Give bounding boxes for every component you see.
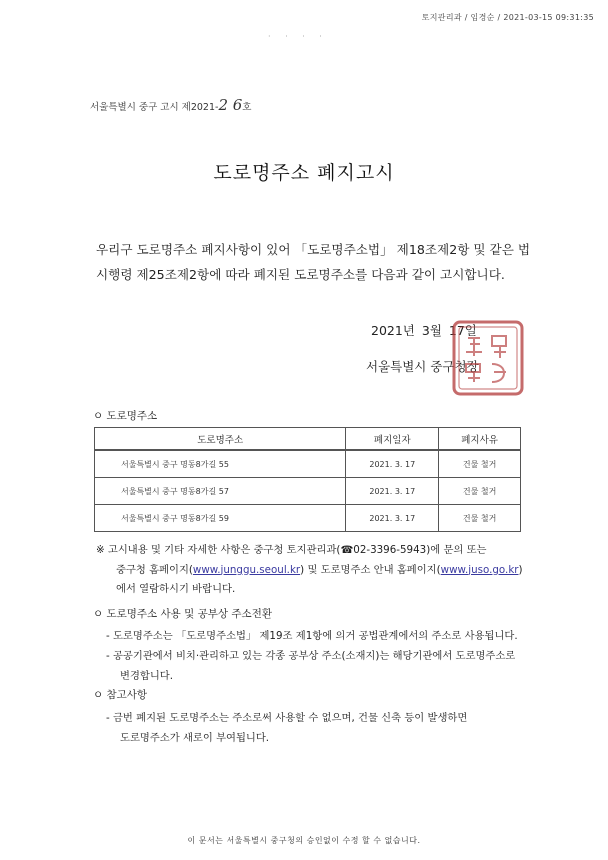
bullet-3-line-1: - 금번 폐지된 도로명주소는 주소로써 사용할 수 없으며, 건물 신축 등이 발생하면	[106, 712, 468, 724]
cell-abolish-date: 2021. 3. 17	[346, 450, 439, 478]
official-seal-icon	[448, 318, 528, 398]
column-header-abolish-reason: 폐지사유	[439, 428, 521, 451]
bullet-2-line-2: 변경합니다.	[120, 670, 174, 682]
note-line-2-suffix: )	[518, 563, 523, 576]
notice-number-handwritten: 2 6	[218, 96, 243, 114]
bullet-3-line-2: 도로명주소가 새로이 부여됩니다.	[120, 732, 270, 744]
junggu-homepage-link[interactable]: www.junggu.seoul.kr	[192, 563, 301, 576]
column-header-abolish-date: 폐지일자	[346, 428, 439, 451]
section-address-usage-heading: ㅇ 도로명주소 사용 및 공부상 주소전환	[93, 608, 272, 620]
cell-address: 서울특별시 중구 명동8가길 55	[95, 450, 346, 478]
cell-abolish-date: 2021. 3. 17	[346, 478, 439, 505]
table-row	[95, 478, 521, 505]
table-header-row	[95, 428, 521, 451]
inquiry-note	[96, 541, 536, 600]
intro-paragraph	[96, 237, 532, 287]
note-line-2	[96, 561, 536, 581]
notice-number-suffix: 호	[242, 102, 252, 113]
bullet-2-line-1: - 공공기관에서 비치·관리하고 있는 각종 공부상 주소(소재지)는 해당기관에서 도로명주소로	[106, 650, 516, 662]
issuing-agency: 서울특별시 중구청장	[366, 359, 479, 374]
note-line-2-mid: ) 및 도로명주소 안내 홈페이지(	[300, 563, 441, 576]
column-header-address: 도로명주소	[95, 428, 346, 451]
notice-number-prefix: 서울특별시 중구 고시 제2021-	[90, 102, 219, 113]
document-metadata-stamp: 토지관리과 / 임경순 / 2021-03-15 09:31:35	[421, 13, 594, 22]
cell-abolish-reason: 건물 철거	[439, 450, 521, 478]
note-line-2-prefix: 중구청 홈페이지(	[116, 563, 193, 576]
table-row	[95, 450, 521, 478]
abolished-address-table	[94, 427, 521, 532]
cell-abolish-reason: 건물 철거	[439, 505, 521, 532]
cell-abolish-date: 2021. 3. 17	[346, 505, 439, 532]
notice-date: 2021년 3월 17일	[371, 323, 477, 338]
intro-line-1: 우리구 도로명주소 폐지사항이 있어 「도로명주소법」 제18조제2항 및 같은 법	[96, 242, 531, 257]
section-road-addresses-heading: ㅇ 도로명주소	[93, 410, 158, 422]
cell-address: 서울특별시 중구 명동8가길 59	[95, 505, 346, 532]
note-line-3: 에서 열람하시기 바랍니다.	[116, 583, 236, 595]
document-title: 도로명주소 폐지고시	[213, 162, 395, 184]
table-row	[95, 505, 521, 532]
bullet-public-records-conversion	[106, 646, 546, 686]
cell-address: 서울특별시 중구 명동8가길 57	[95, 478, 346, 505]
intro-line-2: 시행령 제25조제2항에 따라 폐지된 도로명주소를 다음과 같이 고시합니다.	[96, 267, 505, 282]
notice-number	[90, 96, 251, 114]
juso-homepage-link[interactable]: www.juso.go.kr	[440, 563, 519, 576]
bullet-address-legal-use: - 도로명주소는 「도로명주소법」 제19조 제1항에 의거 공법관계에서의 주소로 사용됩니다.	[106, 630, 518, 642]
cell-abolish-reason: 건물 철거	[439, 478, 521, 505]
scan-dots: · · · ·	[268, 32, 328, 41]
note-line-1: ※ 고시내용 및 기타 자세한 사항은 중구청 토지관리과(☎02-3396-5943)에 문의 또는	[96, 544, 487, 556]
bullet-reference-note	[106, 708, 546, 748]
section-reference-heading: ㅇ 참고사항	[93, 689, 148, 701]
footer-disclaimer: 이 문서는 서울특별시 중구청의 승인없이 수정 할 수 없습니다.	[187, 836, 421, 845]
